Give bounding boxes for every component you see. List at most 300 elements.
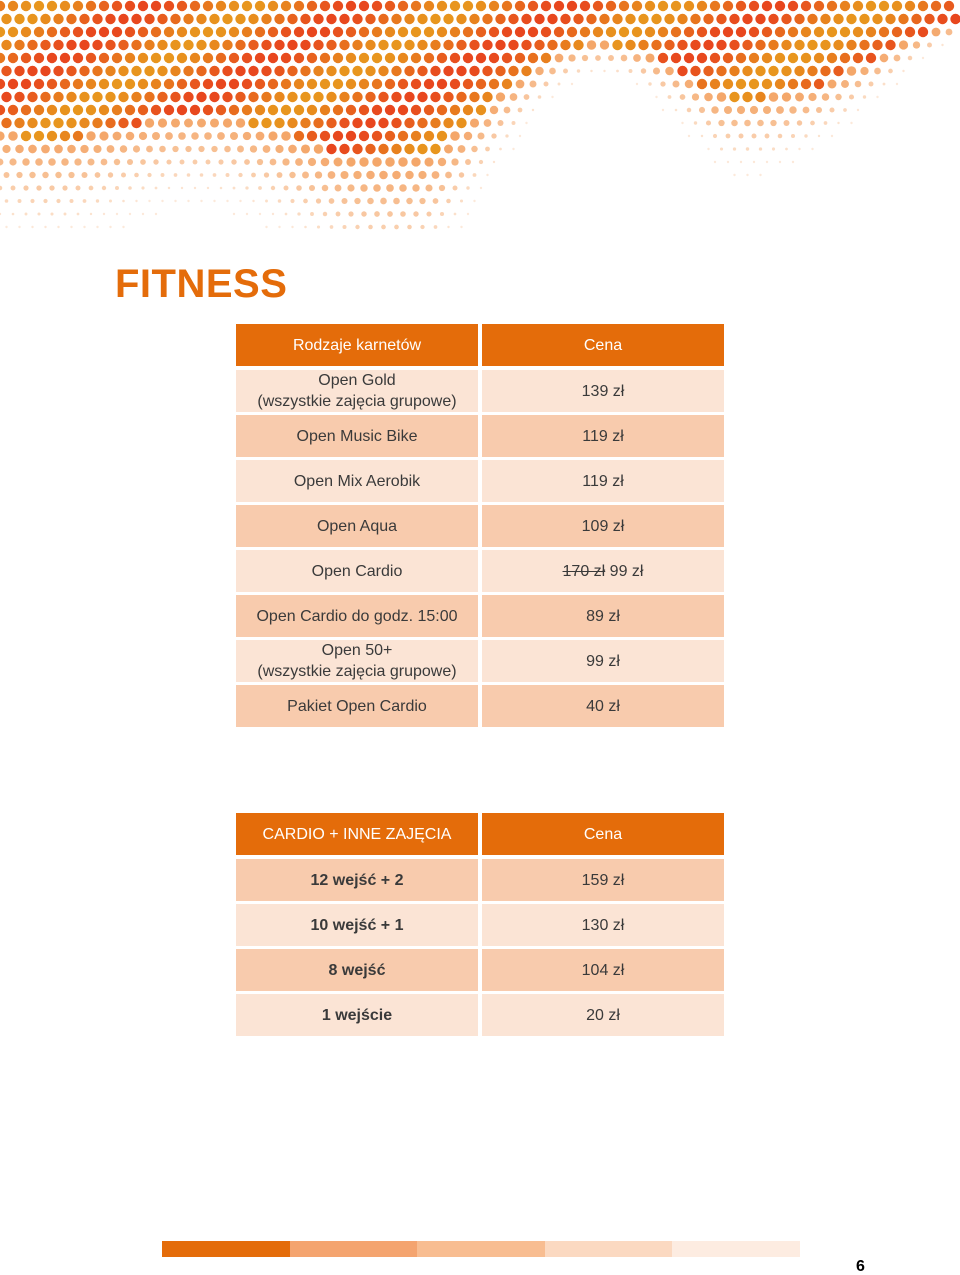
halftone-dot xyxy=(79,40,89,50)
halftone-dot xyxy=(372,1,382,11)
halftone-dot xyxy=(547,14,557,24)
table-row xyxy=(234,640,726,685)
halftone-dot xyxy=(314,144,323,153)
halftone-dot xyxy=(118,14,128,24)
halftone-dot xyxy=(118,118,128,128)
halftone-dot xyxy=(294,53,304,63)
halftone-dot xyxy=(420,225,424,229)
halftone-dot xyxy=(261,92,271,102)
halftone-dot xyxy=(424,53,434,63)
footer-color-bar xyxy=(162,1241,800,1257)
halftone-dot xyxy=(405,171,413,179)
halftone-dot xyxy=(1,66,11,76)
halftone-dot xyxy=(73,105,83,115)
halftone-dot xyxy=(92,40,102,50)
halftone-dot xyxy=(651,40,661,50)
halftone-dot xyxy=(684,53,694,63)
halftone-dot xyxy=(742,40,752,50)
halftone-dot xyxy=(479,160,483,164)
halftone-dot xyxy=(5,226,7,228)
halftone-dot xyxy=(55,172,61,178)
halftone-dot xyxy=(27,14,37,24)
halftone-dot xyxy=(658,27,668,37)
halftone-dot xyxy=(567,1,577,11)
halftone-dot xyxy=(703,66,713,76)
halftone-dot xyxy=(172,146,178,152)
halftone-dot xyxy=(282,158,289,165)
halftone-dot xyxy=(525,122,527,124)
halftone-dot xyxy=(869,82,874,87)
halftone-dot xyxy=(499,148,502,151)
halftone-dot xyxy=(603,70,605,72)
halftone-dot xyxy=(8,131,18,141)
halftone-dot xyxy=(710,53,720,63)
halftone-dot xyxy=(459,172,464,177)
halftone-dot xyxy=(680,94,686,100)
halftone-dot xyxy=(850,122,852,124)
halftone-dot xyxy=(697,1,707,11)
halftone-dot xyxy=(393,198,400,205)
halftone-dot xyxy=(775,79,785,89)
halftone-dot xyxy=(365,144,375,154)
halftone-dot xyxy=(353,171,361,179)
halftone-dot xyxy=(573,14,583,24)
table-row xyxy=(234,415,726,460)
halftone-dot xyxy=(151,53,161,63)
halftone-dot xyxy=(424,1,434,11)
halftone-dot xyxy=(417,14,427,24)
halftone-dot xyxy=(466,186,469,189)
halftone-dot xyxy=(118,40,128,50)
halftone-dot xyxy=(818,135,820,137)
halftone-dot xyxy=(274,40,284,50)
halftone-dot xyxy=(326,66,336,76)
halftone-dot xyxy=(216,1,226,11)
halftone-dot xyxy=(270,159,277,166)
halftone-dot xyxy=(352,40,362,50)
halftone-dot xyxy=(924,14,934,24)
halftone-dot xyxy=(128,186,132,190)
halftone-dot xyxy=(789,106,796,113)
halftone-dot xyxy=(235,40,245,50)
halftone-dot xyxy=(779,161,781,163)
halftone-dot xyxy=(573,40,583,50)
halftone-dot xyxy=(807,66,817,76)
halftone-dot xyxy=(125,1,135,11)
halftone-dot xyxy=(941,44,943,46)
halftone-dot xyxy=(707,148,709,150)
halftone-dot xyxy=(140,159,146,165)
halftone-dot xyxy=(430,14,440,24)
halftone-dot xyxy=(0,105,5,115)
halftone-dot xyxy=(788,27,798,37)
halftone-dot xyxy=(502,1,512,11)
halftone-dot xyxy=(79,14,89,24)
halftone-dot xyxy=(196,92,206,102)
halftone-dot xyxy=(781,66,791,76)
halftone-dot xyxy=(242,105,252,115)
halftone-dot xyxy=(86,79,96,89)
halftone-dot xyxy=(302,172,309,179)
membership-name: Open Cardio xyxy=(234,550,480,595)
halftone-dot xyxy=(21,79,31,89)
halftone-dot xyxy=(265,226,267,228)
halftone-dot xyxy=(699,107,705,113)
halftone-dot xyxy=(217,132,225,140)
halftone-dot xyxy=(242,53,252,63)
halftone-dot xyxy=(329,198,335,204)
halftone-dot xyxy=(898,14,908,24)
halftone-dot xyxy=(846,40,856,50)
halftone-dot xyxy=(387,211,393,217)
table-row xyxy=(234,685,726,730)
halftone-dot xyxy=(290,199,294,203)
halftone-dot xyxy=(888,69,893,74)
halftone-dot xyxy=(866,53,876,63)
halftone-dot xyxy=(502,27,512,37)
halftone-dot xyxy=(83,199,87,203)
halftone-dot xyxy=(112,105,122,115)
halftone-dot xyxy=(443,40,453,50)
halftone-dot xyxy=(295,158,303,166)
halftone-dot xyxy=(64,213,67,216)
halftone-dot xyxy=(504,107,511,114)
halftone-dot xyxy=(532,109,534,111)
halftone-dot xyxy=(482,92,492,102)
halftone-dot xyxy=(593,1,603,11)
halftone-dot xyxy=(66,66,76,76)
halftone-dot xyxy=(75,185,80,190)
halftone-dot xyxy=(534,14,544,24)
halftone-dot xyxy=(456,14,466,24)
membership-price: 89 zł xyxy=(480,595,726,640)
halftone-dot xyxy=(105,40,115,50)
halftone-dot xyxy=(131,66,141,76)
halftone-dot xyxy=(294,131,304,141)
halftone-dot xyxy=(524,94,530,100)
halftone-dot xyxy=(164,53,174,63)
halftone-dot xyxy=(250,145,257,152)
halftone-dot xyxy=(443,118,453,128)
halftone-dot xyxy=(587,40,596,49)
halftone-dot xyxy=(313,118,323,128)
halftone-dot xyxy=(896,83,898,85)
halftone-dot xyxy=(697,53,707,63)
halftone-dot xyxy=(372,131,382,141)
halftone-dot xyxy=(125,53,135,63)
halftone-dot xyxy=(73,79,83,89)
halftone-dot xyxy=(216,105,226,115)
halftone-dot xyxy=(181,187,183,189)
halftone-dot xyxy=(40,66,50,76)
halftone-dot xyxy=(612,14,622,24)
halftone-dot xyxy=(432,171,440,179)
halftone-dot xyxy=(285,213,288,216)
halftone-dot xyxy=(827,27,837,37)
halftone-dot xyxy=(307,53,317,63)
halftone-dot xyxy=(60,1,70,11)
halftone-dot xyxy=(294,1,304,11)
halftone-dot xyxy=(733,147,736,150)
halftone-dot xyxy=(849,94,854,99)
halftone-dot xyxy=(757,120,764,127)
halftone-dot xyxy=(798,148,800,150)
halftone-dot xyxy=(716,66,726,76)
membership-name-note: (wszystkie zajęcia grupowe) xyxy=(257,393,457,410)
halftone-dot xyxy=(177,105,187,115)
halftone-dot xyxy=(14,66,24,76)
halftone-dot xyxy=(229,53,239,63)
halftone-dot xyxy=(440,212,444,216)
halftone-dot xyxy=(151,27,161,37)
halftone-dot xyxy=(226,200,228,202)
halftone-dot xyxy=(629,69,633,73)
halftone-dot xyxy=(297,212,300,215)
halftone-dot xyxy=(456,118,466,128)
halftone-dot xyxy=(326,118,336,128)
halftone-dot xyxy=(99,79,109,89)
halftone-dot xyxy=(121,172,126,177)
halftone-dot xyxy=(366,171,375,180)
halftone-dot xyxy=(833,40,843,50)
halftone-dot xyxy=(749,27,759,37)
halftone-dot xyxy=(792,161,794,163)
halftone-dot xyxy=(677,40,687,50)
halftone-dot xyxy=(168,187,170,189)
halftone-dot xyxy=(53,40,63,50)
halftone-dot xyxy=(320,1,330,11)
halftone-dot xyxy=(300,40,310,50)
halftone-dot xyxy=(430,118,440,128)
halftone-dot xyxy=(671,1,681,11)
halftone-dot xyxy=(385,53,395,63)
halftone-dot xyxy=(752,134,757,139)
halftone-dot xyxy=(300,92,310,102)
halftone-dot xyxy=(300,118,310,128)
halftone-dot xyxy=(736,53,746,63)
halftone-dot xyxy=(222,92,232,102)
halftone-dot xyxy=(723,1,733,11)
halftone-dot xyxy=(621,55,628,62)
halftone-dot xyxy=(307,131,317,141)
halftone-dot xyxy=(248,92,258,102)
halftone-dot xyxy=(81,172,87,178)
halftone-dot xyxy=(113,132,122,141)
halftone-dot xyxy=(482,14,492,24)
halftone-dot xyxy=(913,41,920,48)
halftone-dot xyxy=(125,105,135,115)
halftone-dot xyxy=(508,66,518,76)
halftone-dot xyxy=(775,53,785,63)
halftone-dot xyxy=(424,105,434,115)
halftone-dot xyxy=(490,106,498,114)
halftone-dot xyxy=(157,66,167,76)
halftone-dot xyxy=(450,131,460,141)
halftone-dot xyxy=(229,27,239,37)
halftone-dot xyxy=(131,92,141,102)
halftone-dot xyxy=(437,27,447,37)
halftone-dot xyxy=(86,105,96,115)
halftone-dot xyxy=(443,14,453,24)
halftone-dot xyxy=(198,146,204,152)
halftone-dot xyxy=(801,53,811,63)
halftone-dot xyxy=(153,159,158,164)
halftone-dot xyxy=(359,53,369,63)
halftone-dot xyxy=(417,118,427,128)
halftone-dot xyxy=(762,27,772,37)
halftone-dot xyxy=(731,120,738,127)
halftone-dot xyxy=(190,53,200,63)
halftone-dot xyxy=(334,158,343,167)
halftone-dot xyxy=(453,186,458,191)
halftone-dot xyxy=(518,108,523,113)
halftone-dot xyxy=(476,1,486,11)
halftone-dot xyxy=(632,27,642,37)
halftone-dot xyxy=(762,79,772,89)
halftone-dot xyxy=(53,118,63,128)
halftone-dot xyxy=(684,27,694,37)
halftone-dot xyxy=(937,14,947,24)
halftone-dot xyxy=(437,105,447,115)
halftone-dot xyxy=(755,92,765,102)
halftone-dot xyxy=(424,79,434,89)
halftone-dot xyxy=(86,27,96,37)
halftone-dot xyxy=(1,14,11,24)
halftone-dot xyxy=(495,14,505,24)
halftone-dot xyxy=(229,105,239,115)
halftone-dot xyxy=(251,173,256,178)
halftone-dot xyxy=(34,27,44,37)
membership-name: Open Mix Aerobik xyxy=(234,460,480,505)
halftone-dot xyxy=(476,79,486,89)
halftone-dot xyxy=(155,187,158,190)
halftone-dot xyxy=(551,96,553,98)
halftone-dot xyxy=(268,79,278,89)
halftone-dot xyxy=(157,92,167,102)
halftone-dot xyxy=(671,27,681,37)
halftone-dot xyxy=(183,40,193,50)
halftone-dot xyxy=(489,27,499,37)
halftone-dot xyxy=(159,146,166,153)
halftone-dot xyxy=(152,132,160,140)
halftone-dot xyxy=(859,14,869,24)
halftone-dot xyxy=(183,14,193,24)
halftone-dot xyxy=(521,66,531,76)
halftone-dot xyxy=(66,40,76,50)
halftone-dot xyxy=(749,53,759,63)
halftone-dot xyxy=(148,200,150,202)
halftone-dot xyxy=(681,122,683,124)
table-row xyxy=(234,505,726,550)
table-row xyxy=(234,859,726,904)
membership-price: 109 zł xyxy=(480,505,726,550)
halftone-dot xyxy=(170,14,180,24)
halftone-dot xyxy=(753,161,755,163)
halftone-dot xyxy=(385,1,395,11)
halftone-dot xyxy=(843,108,847,112)
halftone-dot xyxy=(688,135,690,137)
halftone-dot xyxy=(692,93,699,100)
halftone-dot xyxy=(558,83,561,86)
halftone-dot xyxy=(417,66,427,76)
halftone-dot xyxy=(287,92,297,102)
halftone-dot xyxy=(484,119,492,127)
halftone-dot xyxy=(463,53,473,63)
halftone-dot xyxy=(411,27,421,37)
halftone-dot xyxy=(25,213,28,216)
halftone-dot xyxy=(419,198,425,204)
halftone-dot xyxy=(687,108,691,112)
halftone-dot xyxy=(261,66,271,76)
halftone-dot xyxy=(274,92,284,102)
halftone-dot xyxy=(759,174,761,176)
halftone-dot xyxy=(739,134,744,139)
footer-bar-segment xyxy=(417,1241,545,1257)
halftone-dot xyxy=(361,211,366,216)
halftone-dot xyxy=(268,53,278,63)
halftone-dot xyxy=(859,40,869,50)
halftone-dot xyxy=(905,27,915,37)
halftone-dot xyxy=(170,66,180,76)
halftone-dot xyxy=(515,1,525,11)
halftone-dot xyxy=(79,118,89,128)
halftone-dot xyxy=(664,14,674,24)
halftone-dot xyxy=(710,27,720,37)
halftone-dot xyxy=(101,159,108,166)
halftone-dot xyxy=(535,67,543,75)
halftone-dot xyxy=(404,40,414,50)
halftone-dot xyxy=(874,68,881,75)
halftone-dot xyxy=(164,79,174,89)
membership-price: 119 zł xyxy=(480,460,726,505)
halftone-dot xyxy=(239,200,241,202)
halftone-dot xyxy=(320,53,330,63)
column-header-price: Cena xyxy=(480,324,726,370)
halftone-dot xyxy=(827,1,837,11)
halftone-dot xyxy=(723,27,733,37)
halftone-dot xyxy=(255,27,265,37)
halftone-dot xyxy=(788,79,798,89)
halftone-dot xyxy=(590,70,592,72)
halftone-dot xyxy=(335,185,342,192)
halftone-dot xyxy=(768,14,778,24)
halftone-dot xyxy=(778,134,783,139)
halftone-dot xyxy=(340,171,348,179)
halftone-dot xyxy=(313,66,323,76)
halftone-dot xyxy=(196,14,206,24)
halftone-dot xyxy=(326,40,336,50)
halftone-dot xyxy=(486,174,488,176)
halftone-dot xyxy=(424,131,434,141)
halftone-dot xyxy=(21,131,31,141)
halftone-dot xyxy=(833,66,843,76)
halftone-dot xyxy=(608,55,614,61)
halftone-dot xyxy=(833,14,843,24)
halftone-dot xyxy=(307,1,317,11)
halftone-dot xyxy=(417,40,427,50)
halftone-dot xyxy=(801,1,811,11)
halftone-dot xyxy=(365,92,375,102)
halftone-dot xyxy=(560,14,570,24)
halftone-dot xyxy=(183,66,193,76)
halftone-dot xyxy=(404,144,414,154)
halftone-dot xyxy=(281,131,291,141)
halftone-dot xyxy=(612,40,622,50)
halftone-dot xyxy=(417,92,427,102)
halftone-dot xyxy=(447,226,449,228)
halftone-dot xyxy=(281,105,291,115)
halftone-dot xyxy=(794,66,804,76)
